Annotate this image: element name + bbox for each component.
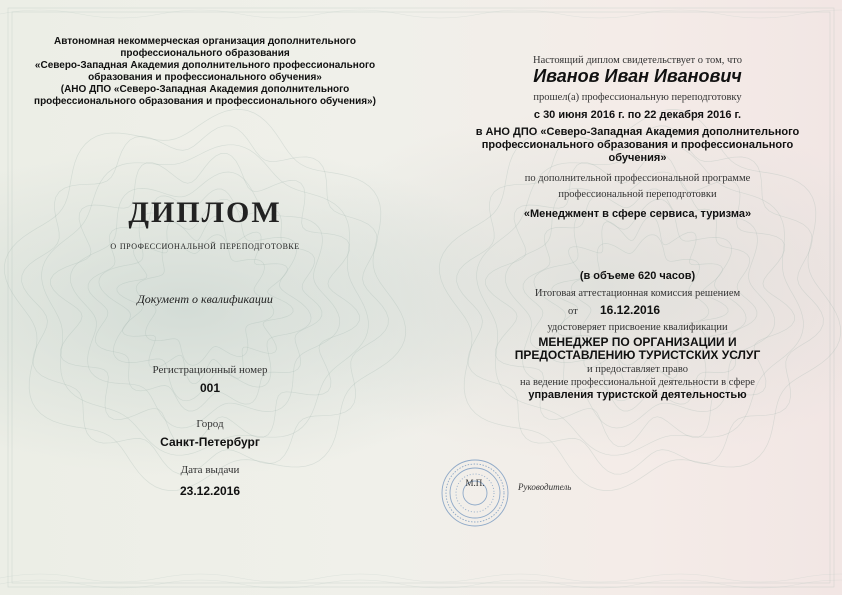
org-line: образования и профессионального обучения» bbox=[88, 72, 322, 83]
program-intro-1: по дополнительной профессиональной программе bbox=[524, 173, 751, 184]
grants-text: и предоставляет право bbox=[587, 364, 688, 375]
training-organization bbox=[455, 126, 820, 165]
holder-name: Иванов Иван Иванович bbox=[533, 66, 742, 86]
certifies-text: удостоверяет присвоение квалификации bbox=[547, 322, 728, 333]
program-hours: (в объеме 620 часов) bbox=[579, 270, 696, 282]
org-line: профессионального образования и профессионального bbox=[481, 139, 794, 151]
issue-date-label: Дата выдачи bbox=[180, 464, 240, 476]
diploma-subtitle: о профессиональной переподготовке bbox=[110, 240, 300, 252]
signer-label: Руководитель bbox=[518, 482, 572, 492]
org-line: Автономная некоммерческая организация дополнительного bbox=[54, 36, 356, 47]
decision-date: 16.12.2016 bbox=[600, 303, 661, 317]
stamp-seal-icon bbox=[440, 458, 510, 528]
org-line: обучения» bbox=[608, 152, 667, 164]
intro-text: Настоящий диплом свидетельствует о том, что bbox=[533, 55, 742, 66]
org-line: профессионального образования и профессионального обучения») bbox=[34, 96, 376, 107]
registration-label: Регистрационный номер bbox=[152, 364, 268, 376]
passed-text: прошел(а) профессиональную переподготовку bbox=[533, 92, 742, 103]
city-value: Санкт-Петербург bbox=[160, 435, 260, 449]
qualification bbox=[455, 336, 820, 362]
diploma-title: ДИПЛОМ bbox=[128, 196, 282, 229]
training-period: с 30 июня 2016 г. по 22 декабря 2016 г. bbox=[533, 109, 742, 121]
document-note: Документ о квалификации bbox=[137, 292, 273, 306]
qualification-line: МЕНЕДЖЕР ПО ОРГАНИЗАЦИИ И bbox=[538, 335, 737, 349]
activity-field: управления туристской деятельностью bbox=[528, 389, 747, 401]
qualification-line: ПРЕДОСТАВЛЕНИЮ ТУРИСТСКИХ УСЛУГ bbox=[514, 348, 761, 362]
org-line: «Северо-Западная Академия дополнительного профессионального bbox=[34, 60, 376, 71]
issue-date-value: 23.12.2016 bbox=[179, 484, 241, 498]
program-intro-2: профессиональной переподготовки bbox=[558, 189, 717, 200]
commission-text: Итоговая аттестационная комиссия решением bbox=[534, 288, 741, 299]
activity-intro: на ведение профессиональной деятельности в сфере bbox=[520, 377, 755, 388]
org-line: профессионального образования bbox=[120, 48, 290, 59]
stamp-label: М.П. bbox=[465, 478, 485, 488]
from-label: от bbox=[568, 306, 578, 317]
org-line: (АНО ДПО «Северо-Западная Академия дополнительного bbox=[60, 84, 350, 95]
issuing-organization bbox=[20, 36, 390, 108]
program-name: «Менеджмент в сфере сервиса, туризма» bbox=[523, 208, 752, 220]
org-line: в АНО ДПО «Северо-Западная Академия дополнительного bbox=[475, 126, 800, 138]
city-label: Город bbox=[196, 418, 224, 430]
registration-number: 001 bbox=[199, 381, 221, 395]
guilloche-ring bbox=[439, 109, 840, 490]
